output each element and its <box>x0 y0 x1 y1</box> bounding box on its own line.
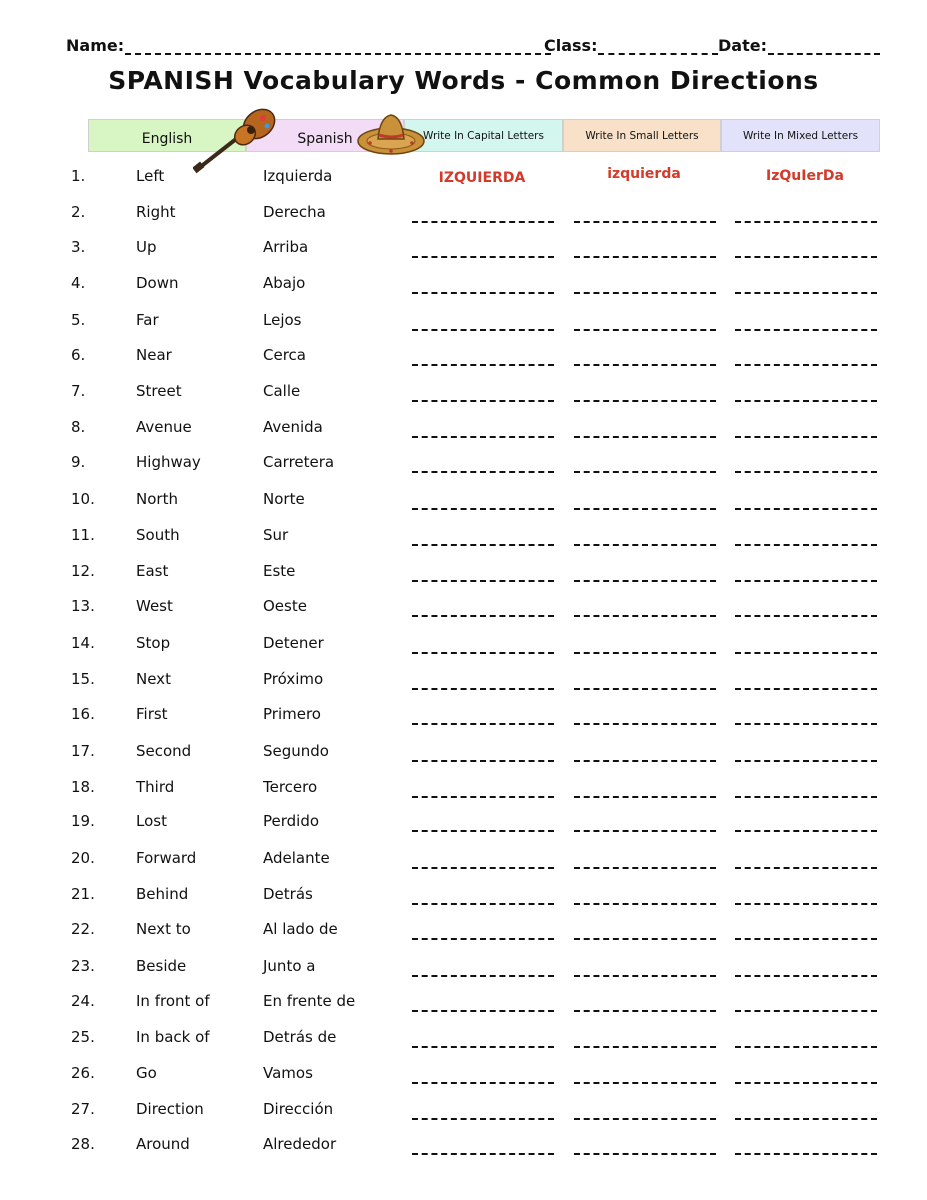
english-word: In back of <box>136 1028 210 1046</box>
row-number: 6. <box>71 346 86 364</box>
header-english-label: English <box>141 130 193 147</box>
row-number: 8. <box>71 418 86 436</box>
blank-mixed[interactable] <box>735 352 877 366</box>
english-word: Lost <box>136 812 167 830</box>
blank-small[interactable] <box>574 209 716 223</box>
row-number: 11. <box>71 526 95 544</box>
row-number: 26. <box>71 1064 95 1082</box>
row-number: 21. <box>71 885 95 903</box>
blank-capital[interactable] <box>412 317 554 331</box>
spanish-word: Dirección <box>263 1100 334 1118</box>
name-blank[interactable] <box>125 39 551 55</box>
blank-mixed[interactable] <box>735 317 877 331</box>
blank-mixed[interactable] <box>735 1141 877 1155</box>
blank-small[interactable] <box>574 818 716 832</box>
blank-mixed[interactable] <box>735 784 877 798</box>
spanish-word: Carretera <box>263 453 335 471</box>
class-blank[interactable] <box>598 39 718 55</box>
blank-capital[interactable] <box>412 855 554 869</box>
blank-small[interactable] <box>574 676 716 690</box>
spanish-word: Perdido <box>263 812 320 830</box>
vocab-row <box>0 849 927 879</box>
blank-small[interactable] <box>574 855 716 869</box>
row-number: 1. <box>71 167 86 185</box>
header-capital <box>404 119 563 152</box>
student-info-line <box>66 36 878 60</box>
vocab-row <box>0 597 927 627</box>
blank-mixed[interactable] <box>735 1034 877 1048</box>
blank-mixed[interactable] <box>735 459 877 473</box>
vocab-row <box>0 778 927 808</box>
blank-capital[interactable] <box>412 711 554 725</box>
english-word: Highway <box>136 453 201 471</box>
blank-mixed[interactable] <box>735 676 877 690</box>
header-mixed-label: Write In Mixed Letters <box>742 129 859 142</box>
english-word: Around <box>136 1135 190 1153</box>
spanish-word: Oeste <box>263 597 307 615</box>
blank-small[interactable] <box>574 1106 716 1120</box>
english-word: Direction <box>136 1100 204 1118</box>
vocab-row <box>0 1064 927 1094</box>
vocab-row <box>0 1135 927 1165</box>
blank-small[interactable] <box>574 926 716 940</box>
blank-small[interactable] <box>574 1141 716 1155</box>
blank-capital[interactable] <box>412 1106 554 1120</box>
vocab-row <box>0 418 927 448</box>
header-small <box>563 119 721 152</box>
english-word: Second <box>136 742 192 760</box>
row-number: 4. <box>71 274 86 292</box>
blank-capital[interactable] <box>412 459 554 473</box>
blank-capital[interactable] <box>412 1070 554 1084</box>
row-number: 18. <box>71 778 95 796</box>
row-number: 20. <box>71 849 95 867</box>
example-capital: IZQUIERDA <box>438 170 526 186</box>
spanish-word: Lejos <box>263 311 302 329</box>
row-number: 22. <box>71 920 95 938</box>
blank-mixed[interactable] <box>735 963 877 977</box>
blank-mixed[interactable] <box>735 1106 877 1120</box>
spanish-word: Abajo <box>263 274 306 292</box>
vocab-row <box>0 812 927 842</box>
vocab-row <box>0 274 927 304</box>
vocab-row <box>0 957 927 987</box>
english-word: In front of <box>136 992 210 1010</box>
english-word: Next <box>136 670 171 688</box>
blank-mixed[interactable] <box>735 568 877 582</box>
english-word: South <box>136 526 180 544</box>
blank-capital[interactable] <box>412 676 554 690</box>
blank-mixed[interactable] <box>735 603 877 617</box>
row-number: 19. <box>71 812 95 830</box>
spanish-word: Detrás <box>263 885 313 903</box>
blank-small[interactable] <box>574 568 716 582</box>
blank-capital[interactable] <box>412 998 554 1012</box>
blank-mixed[interactable] <box>735 496 877 510</box>
row-number: 5. <box>71 311 86 329</box>
blank-capital[interactable] <box>412 352 554 366</box>
vocab-row <box>0 920 927 950</box>
blank-small[interactable] <box>574 352 716 366</box>
row-number: 14. <box>71 634 95 652</box>
spanish-word: Primero <box>263 705 321 723</box>
english-word: Street <box>136 382 182 400</box>
header-capital-label: Write In Capital Letters <box>423 129 544 142</box>
blank-mixed[interactable] <box>735 388 877 402</box>
spanish-word: Alrededor <box>263 1135 337 1153</box>
blank-mixed[interactable] <box>735 532 877 546</box>
vocab-row <box>0 705 927 735</box>
row-number: 9. <box>71 453 86 471</box>
row-number: 16. <box>71 705 95 723</box>
date-field[interactable] <box>718 36 880 55</box>
vocab-row <box>0 742 927 772</box>
date-blank[interactable] <box>768 39 880 55</box>
vocab-row <box>0 382 927 412</box>
blank-mixed[interactable] <box>735 855 877 869</box>
english-word: Far <box>136 311 159 329</box>
spanish-word: Próximo <box>263 670 324 688</box>
english-word: Stop <box>136 634 171 652</box>
spanish-word: Calle <box>263 382 301 400</box>
blank-small[interactable] <box>574 532 716 546</box>
blank-small[interactable] <box>574 640 716 654</box>
blank-small[interactable] <box>574 784 716 798</box>
spanish-word: Detener <box>263 634 324 652</box>
vocab-row <box>0 1028 927 1058</box>
sombrero-icon <box>356 109 426 159</box>
english-word: Third <box>136 778 175 796</box>
blank-small[interactable] <box>574 459 716 473</box>
vocab-row <box>0 311 927 341</box>
vocab-row <box>0 203 927 233</box>
blank-capital[interactable] <box>412 926 554 940</box>
blank-capital[interactable] <box>412 532 554 546</box>
spanish-word: Vamos <box>263 1064 313 1082</box>
blank-small[interactable] <box>574 1070 716 1084</box>
guitar-icon <box>193 104 283 174</box>
blank-small[interactable] <box>574 424 716 438</box>
blank-mixed[interactable] <box>735 748 877 762</box>
row-number: 2. <box>71 203 86 221</box>
blank-small[interactable] <box>574 748 716 762</box>
blank-capital[interactable] <box>412 1141 554 1155</box>
blank-capital[interactable] <box>412 424 554 438</box>
english-word: North <box>136 490 178 508</box>
english-word: Down <box>136 274 179 292</box>
blank-small[interactable] <box>574 317 716 331</box>
blank-mixed[interactable] <box>735 711 877 725</box>
blank-capital[interactable] <box>412 209 554 223</box>
english-word: Near <box>136 346 172 364</box>
vocab-row <box>0 1100 927 1130</box>
blank-small[interactable] <box>574 963 716 977</box>
english-word: West <box>136 597 173 615</box>
blank-mixed[interactable] <box>735 998 877 1012</box>
spanish-word: Norte <box>263 490 305 508</box>
example-mixed: IzQuIerDa <box>766 168 844 184</box>
blank-mixed[interactable] <box>735 280 877 294</box>
name-label: Name: <box>66 36 125 55</box>
vocab-row <box>0 167 927 197</box>
blank-capital[interactable] <box>412 496 554 510</box>
row-number: 24. <box>71 992 95 1010</box>
blank-small[interactable] <box>574 280 716 294</box>
name-field[interactable] <box>66 36 551 55</box>
vocab-row <box>0 670 927 700</box>
english-word: Avenue <box>136 418 192 436</box>
date-label: Date: <box>718 36 767 55</box>
spanish-word: Cerca <box>263 346 306 364</box>
vocab-row <box>0 526 927 556</box>
blank-mixed[interactable] <box>735 891 877 905</box>
blank-small[interactable] <box>574 244 716 258</box>
vocab-row <box>0 885 927 915</box>
blank-mixed[interactable] <box>735 640 877 654</box>
row-number: 7. <box>71 382 86 400</box>
spanish-word: Sur <box>263 526 289 544</box>
english-word: Left <box>136 167 165 185</box>
english-word: Go <box>136 1064 157 1082</box>
spanish-word: Este <box>263 562 296 580</box>
blank-capital[interactable] <box>412 818 554 832</box>
row-number: 28. <box>71 1135 95 1153</box>
blank-small[interactable] <box>574 891 716 905</box>
blank-capital[interactable] <box>412 748 554 762</box>
class-label: Class: <box>544 36 598 55</box>
row-number: 17. <box>71 742 95 760</box>
row-number: 3. <box>71 238 86 256</box>
row-number: 25. <box>71 1028 95 1046</box>
example-small: izquierda <box>607 166 681 182</box>
blank-capital[interactable] <box>412 244 554 258</box>
spanish-word: Junto a <box>263 957 316 975</box>
header-small-label: Write In Small Letters <box>585 129 699 142</box>
spanish-word: Detrás de <box>263 1028 337 1046</box>
blank-capital[interactable] <box>412 640 554 654</box>
vocab-row <box>0 992 927 1022</box>
class-field[interactable] <box>544 36 718 55</box>
vocab-row <box>0 453 927 483</box>
page-title: SPANISH Vocabulary Words - Common Directions <box>108 66 819 95</box>
blank-small[interactable] <box>574 998 716 1012</box>
vocab-row <box>0 346 927 376</box>
blank-mixed[interactable] <box>735 209 877 223</box>
vocab-row <box>0 562 927 592</box>
english-word: Next to <box>136 920 191 938</box>
spanish-word: Avenida <box>263 418 323 436</box>
blank-mixed[interactable] <box>735 818 877 832</box>
blank-capital[interactable] <box>412 1034 554 1048</box>
row-number: 27. <box>71 1100 95 1118</box>
row-number: 13. <box>71 597 95 615</box>
blank-capital[interactable] <box>412 784 554 798</box>
english-word: Behind <box>136 885 189 903</box>
english-word: East <box>136 562 169 580</box>
spanish-word: Derecha <box>263 203 326 221</box>
spanish-word: Tercero <box>263 778 318 796</box>
spanish-word: Segundo <box>263 742 329 760</box>
row-number: 23. <box>71 957 95 975</box>
spanish-word: Al lado de <box>263 920 338 938</box>
row-number: 12. <box>71 562 95 580</box>
spanish-word: Arriba <box>263 238 309 256</box>
blank-small[interactable] <box>574 711 716 725</box>
blank-mixed[interactable] <box>735 926 877 940</box>
blank-small[interactable] <box>574 1034 716 1048</box>
vocab-row <box>0 490 927 520</box>
blank-mixed[interactable] <box>735 424 877 438</box>
row-number: 10. <box>71 490 95 508</box>
blank-capital[interactable] <box>412 603 554 617</box>
header-spanish-label: Spanish <box>297 130 353 147</box>
spanish-word: Adelante <box>263 849 330 867</box>
vocab-row <box>0 238 927 268</box>
blank-small[interactable] <box>574 603 716 617</box>
blank-capital[interactable] <box>412 963 554 977</box>
blank-mixed[interactable] <box>735 244 877 258</box>
blank-small[interactable] <box>574 388 716 402</box>
spanish-word: En frente de <box>263 992 356 1010</box>
spanish-word: Izquierda <box>263 167 333 185</box>
blank-mixed[interactable] <box>735 1070 877 1084</box>
blank-capital[interactable] <box>412 568 554 582</box>
english-word: Beside <box>136 957 187 975</box>
row-number: 15. <box>71 670 95 688</box>
english-word: Forward <box>136 849 197 867</box>
vocab-row <box>0 634 927 664</box>
header-mixed <box>721 119 880 152</box>
english-word: Right <box>136 203 176 221</box>
blank-capital[interactable] <box>412 891 554 905</box>
english-word: First <box>136 705 168 723</box>
blank-capital[interactable] <box>412 280 554 294</box>
english-word: Up <box>136 238 157 256</box>
blank-capital[interactable] <box>412 388 554 402</box>
blank-small[interactable] <box>574 496 716 510</box>
